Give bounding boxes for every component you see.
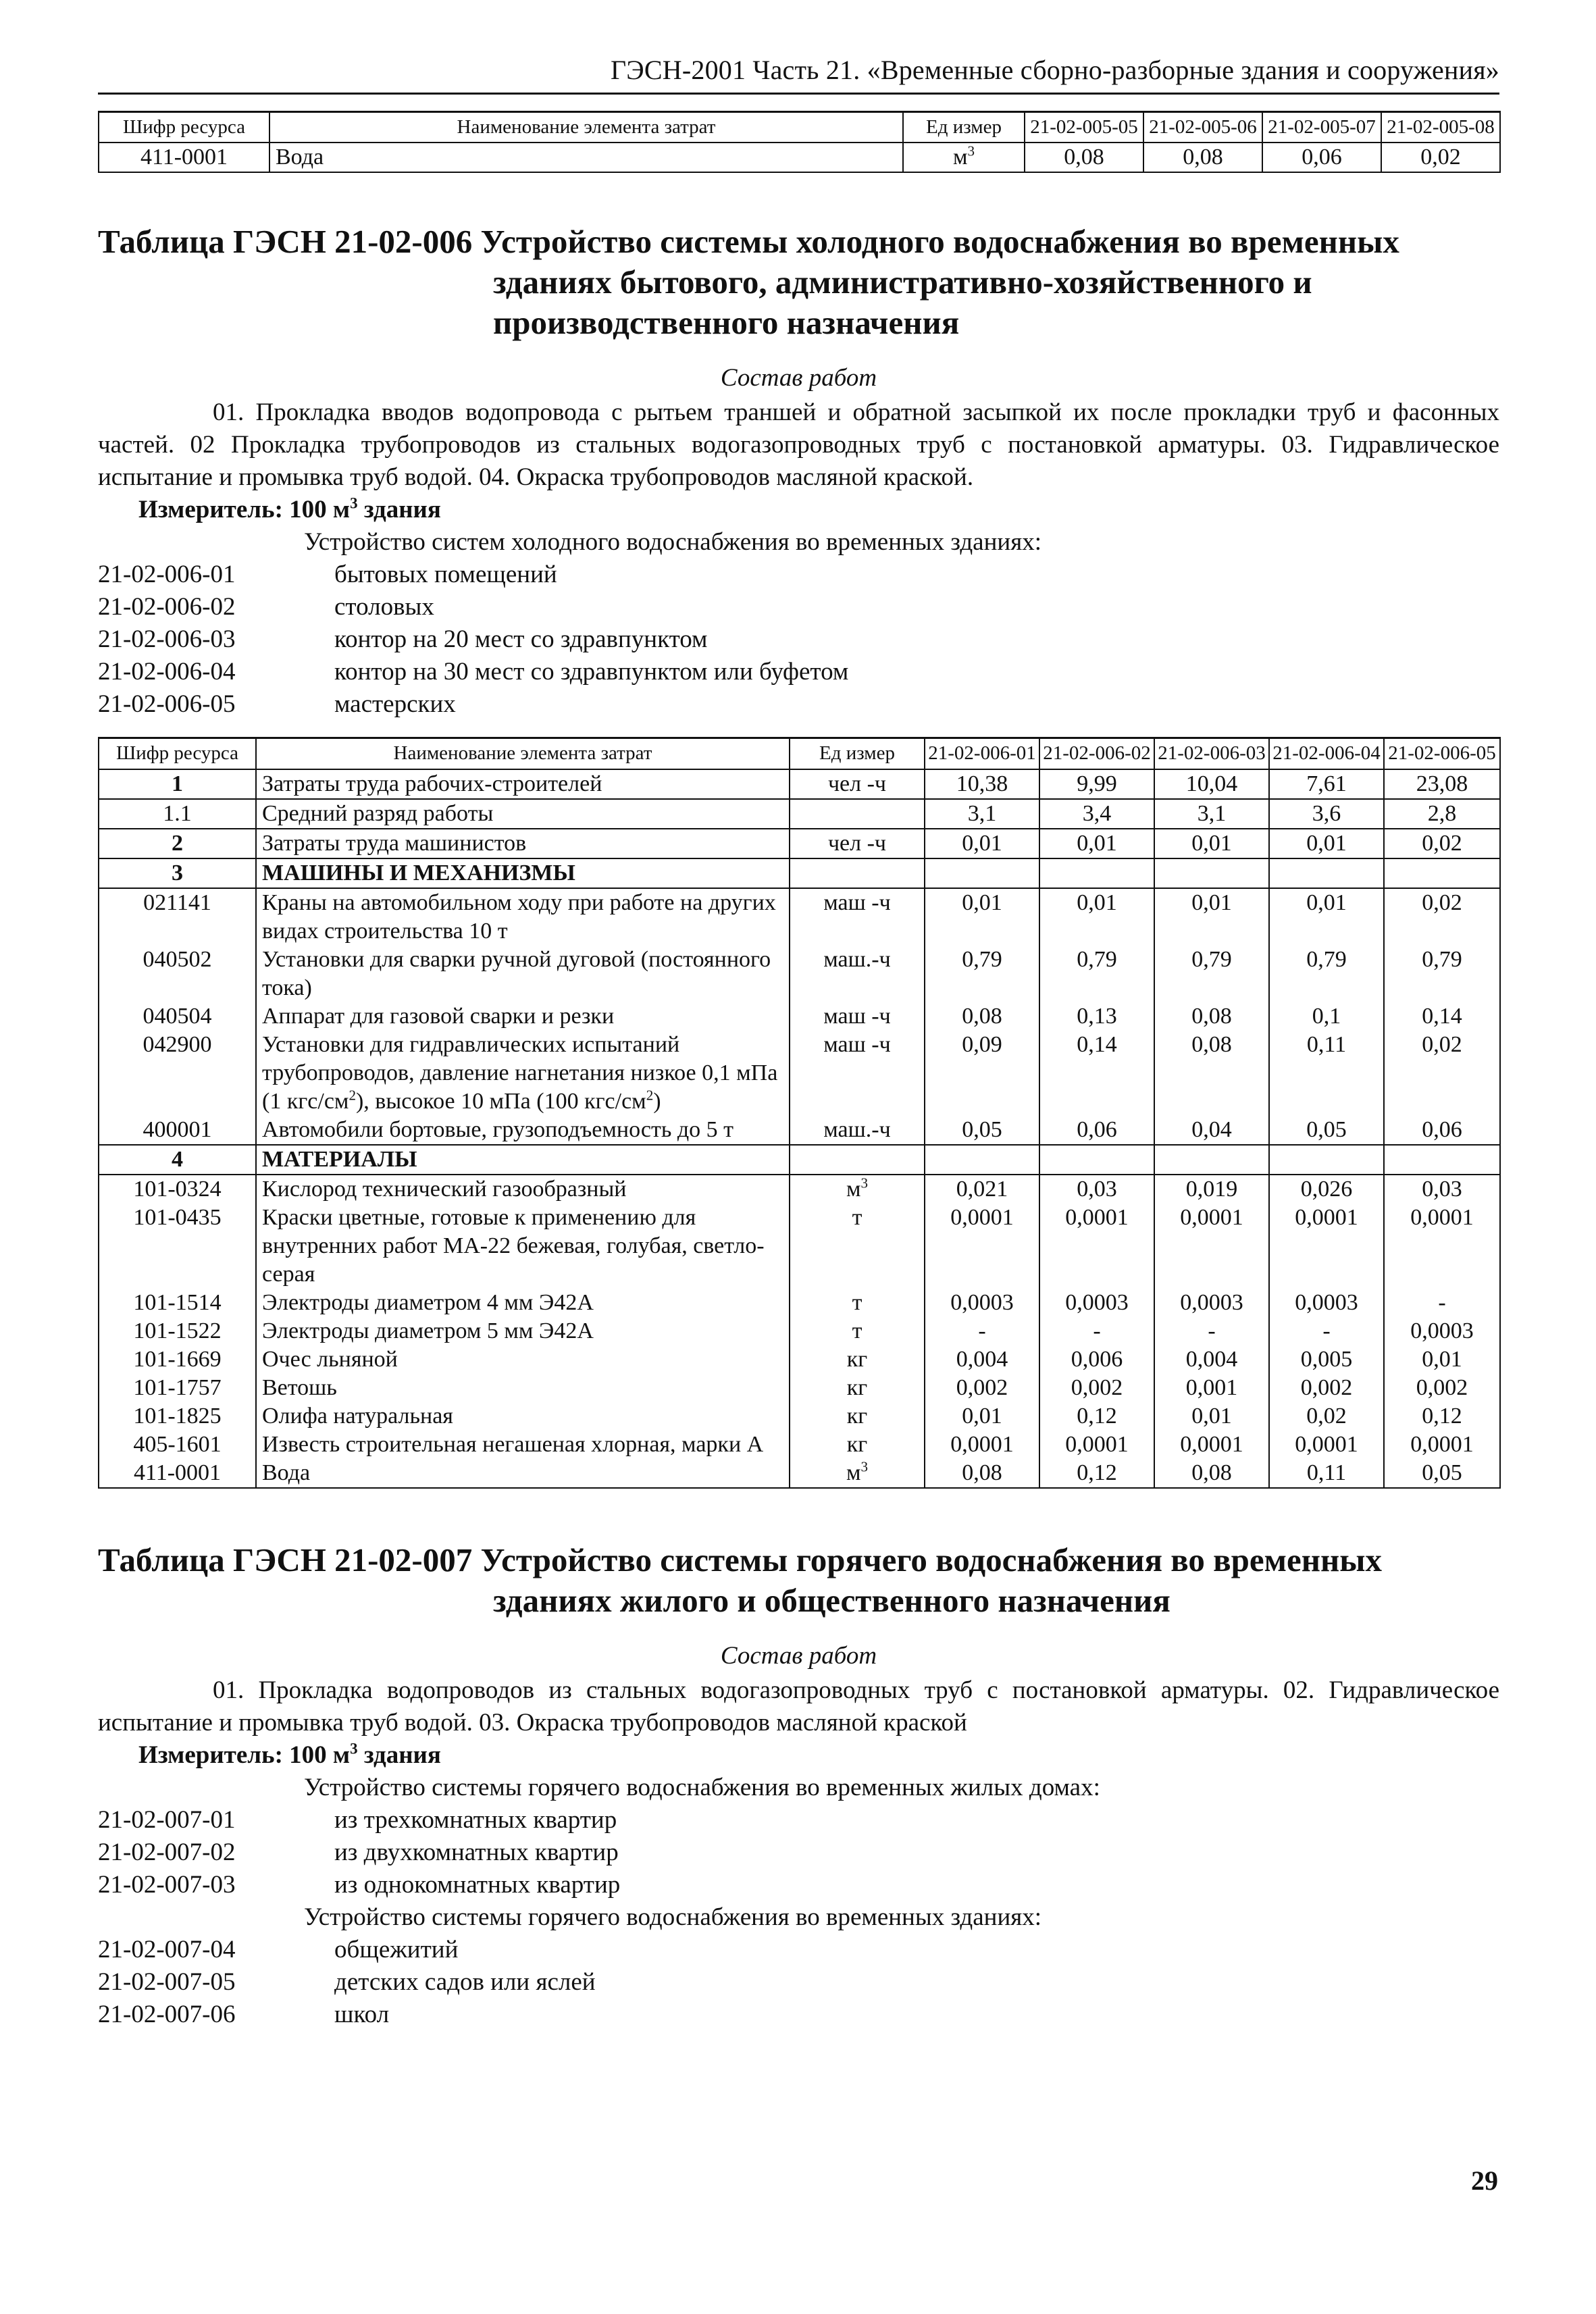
cell-unit: кг bbox=[790, 1345, 925, 1374]
cell-value: 0,08 bbox=[925, 1459, 1039, 1488]
item-desc: мастерских bbox=[334, 690, 456, 719]
cell-unit: маш -ч bbox=[790, 1002, 925, 1031]
item-code: 21-02-006-01 bbox=[98, 561, 236, 589]
cell-unit: $м^3$ bbox=[790, 1459, 925, 1488]
cell-code: 042900 bbox=[99, 1031, 256, 1116]
section-row bbox=[99, 1145, 1500, 1175]
cell-value: 0,019 bbox=[1154, 1175, 1269, 1204]
header-name: Наименование элемента затрат bbox=[256, 738, 790, 769]
cell-unit: чел -ч bbox=[790, 769, 925, 799]
cell-code: 405-1601 bbox=[99, 1431, 256, 1459]
cell-value: 0,002 bbox=[1269, 1374, 1384, 1402]
cell-value: 0,002 bbox=[1384, 1374, 1500, 1402]
item-code: 21-02-007-03 bbox=[98, 1870, 236, 1899]
section-006-measurer bbox=[138, 494, 1499, 526]
cell-value: 0,02 bbox=[1381, 143, 1500, 172]
cell-name: Очес льняной bbox=[256, 1345, 790, 1374]
cell-code: 1.1 bbox=[99, 799, 256, 829]
list-item bbox=[98, 1966, 1499, 1999]
cell-value: 0,01 bbox=[925, 888, 1039, 946]
cell-name: Затраты труда машинистов bbox=[256, 829, 790, 858]
cell-value: 0,0003 bbox=[1154, 1289, 1269, 1317]
cell-value: 0,79 bbox=[925, 946, 1039, 1002]
cell-value: 0,14 bbox=[1039, 1031, 1154, 1116]
cell-value: 3,1 bbox=[925, 799, 1039, 829]
cell-value: 0,08 bbox=[1025, 143, 1143, 172]
list-item bbox=[98, 1836, 1499, 1869]
cell-value: 0,0001 bbox=[1154, 1431, 1269, 1459]
table-row bbox=[99, 1374, 1500, 1402]
cell-code: 021141 bbox=[99, 888, 256, 946]
cell-value: 0,0003 bbox=[1269, 1289, 1384, 1317]
cell-value: 0,021 bbox=[925, 1175, 1039, 1204]
cell-name: Затраты труда рабочих-строителей bbox=[256, 769, 790, 799]
cell-value: 0,0001 bbox=[1269, 1204, 1384, 1289]
cell-code: 101-1522 bbox=[99, 1317, 256, 1345]
header-unit: Ед измер bbox=[790, 738, 925, 769]
cell-value: 0,03 bbox=[1384, 1175, 1500, 1204]
cell-name: Аппарат для газовой сварки и резки bbox=[256, 1002, 790, 1031]
cell-value: 0,11 bbox=[1269, 1459, 1384, 1488]
section-006-title: Таблица ГЭСН 21-02-006 Устройство системы холодного водоснабжения во временных зданиях бытового, административно-хозяйственного и производственного назначения bbox=[98, 223, 1399, 342]
cell-value: 0,14 bbox=[1384, 1002, 1500, 1031]
cell-code: 411-0001 bbox=[99, 143, 269, 172]
cell-unit: кг bbox=[790, 1374, 925, 1402]
item-code: 21-02-006-03 bbox=[98, 625, 236, 654]
header-code: Шифр ресурса bbox=[99, 112, 269, 143]
cell-value: 0,002 bbox=[1039, 1374, 1154, 1402]
cell-value: 10,04 bbox=[1154, 769, 1269, 799]
item-desc: контор на 30 мест со здравпунктом или буфетом bbox=[334, 658, 849, 686]
table-row bbox=[99, 946, 1500, 1002]
list-item bbox=[98, 1934, 1499, 1966]
header-column: 21-02-005-08 bbox=[1381, 112, 1500, 143]
item-desc: контор на 20 мест со здравпунктом bbox=[334, 625, 708, 654]
table-row bbox=[99, 1175, 1500, 1204]
header-code: Шифр ресурса bbox=[99, 738, 256, 769]
measurer-label: Измеритель: bbox=[138, 496, 283, 524]
cell-value: 0,79 bbox=[1039, 946, 1154, 1002]
cell-value: 7,61 bbox=[1269, 769, 1384, 799]
cell-unit: маш.-ч bbox=[790, 946, 925, 1002]
section-006-paragraph: 01. Прокладка вводов водопровода с рытьем траншей и обратной засыпкой их после прокладки труб и фасонных частей. 02 Прокладка трубопроводов из стальных водогазопроводных труб с постановкой арматуры. 03. Гидравлическое испытание и промывка труб водой. 04. Окраска трубопроводов масляной краской. bbox=[98, 398, 1499, 492]
measurer-label: Измеритель: bbox=[138, 1741, 283, 1769]
section-007-paragraph: 01. Прокладка водопроводов из стальных водогазопроводных труб с постановкой арматуры. 02. Гидравлическое испытание и промывка труб водой. 03. Окраска трубопроводов масляной краской bbox=[98, 1676, 1499, 1737]
cell-value: 0,11 bbox=[1269, 1031, 1384, 1116]
table-row bbox=[99, 799, 1500, 829]
cell-value: 0,01 bbox=[925, 829, 1039, 858]
header-column: 21-02-006-04 bbox=[1269, 738, 1384, 769]
cell-value: - bbox=[1154, 1317, 1269, 1345]
cell-name: Средний разряд работы bbox=[256, 799, 790, 829]
cell-code: 2 bbox=[99, 829, 256, 858]
cell-value bbox=[1039, 1145, 1154, 1175]
section-007-items-1 bbox=[98, 1804, 1499, 1901]
cell-value: 0,0001 bbox=[1384, 1204, 1500, 1289]
cell-value: 0,026 bbox=[1269, 1175, 1384, 1204]
list-item bbox=[98, 559, 1499, 591]
cell-name: МАШИНЫ И МЕХАНИЗМЫ bbox=[256, 858, 790, 888]
cell-code: 101-1825 bbox=[99, 1402, 256, 1431]
cell-value: 10,38 bbox=[925, 769, 1039, 799]
cell-value: 0,08 bbox=[1143, 143, 1262, 172]
table-row bbox=[99, 829, 1500, 858]
item-desc: общежитий bbox=[334, 1935, 459, 1963]
item-code: 21-02-007-02 bbox=[98, 1838, 236, 1866]
cell-code: 411-0001 bbox=[99, 1459, 256, 1488]
cell-value: 0,004 bbox=[925, 1345, 1039, 1374]
page-number: 29 bbox=[1471, 2165, 1498, 2196]
table-row bbox=[99, 769, 1500, 799]
cell-value: 0,02 bbox=[1269, 1402, 1384, 1431]
cell-value: 0,12 bbox=[1039, 1402, 1154, 1431]
cell-value: 0,01 bbox=[925, 1402, 1039, 1431]
item-desc: столовых bbox=[334, 593, 434, 621]
cell-value: 0,0001 bbox=[925, 1431, 1039, 1459]
cell-code: 4 bbox=[99, 1145, 256, 1175]
cell-code: 101-0435 bbox=[99, 1204, 256, 1289]
cell-value: 0,79 bbox=[1154, 946, 1269, 1002]
cell-value: 23,08 bbox=[1384, 769, 1500, 799]
list-item bbox=[98, 591, 1499, 623]
cell-value: 0,004 bbox=[1154, 1345, 1269, 1374]
cell-value bbox=[925, 858, 1039, 888]
cell-value: 0,12 bbox=[1039, 1459, 1154, 1488]
cell-value: 0,05 bbox=[925, 1116, 1039, 1145]
document-page bbox=[98, 54, 1499, 2031]
cell-value: 0,01 bbox=[1384, 1345, 1500, 1374]
cell-value: 0,03 bbox=[1039, 1175, 1154, 1204]
section-007-measurer bbox=[138, 1739, 1499, 1772]
cell-value: 0,06 bbox=[1384, 1116, 1500, 1145]
cell-value: 0,09 bbox=[925, 1031, 1039, 1116]
cell-value: 0,0003 bbox=[1039, 1289, 1154, 1317]
cell-value: - bbox=[1039, 1317, 1154, 1345]
table-row bbox=[99, 1317, 1500, 1345]
cell-name: Установки для гидравлических испытаний трубопроводов, давление нагнетания низкое 0,1 мПа (1 кгс/$см^2$), высокое 10 мПа (100 кгс/$см^2$) bbox=[256, 1031, 790, 1116]
cell-name: Известь строительная негашеная хлорная, марки А bbox=[256, 1431, 790, 1459]
section-007-subtitle: Состав работ bbox=[720, 1641, 877, 1670]
cell-name: Олифа натуральная bbox=[256, 1402, 790, 1431]
cell-value: 0,01 bbox=[1154, 1402, 1269, 1431]
cell-value: 0,005 bbox=[1269, 1345, 1384, 1374]
cell-value: 0,05 bbox=[1384, 1459, 1500, 1488]
cell-name: Краски цветные, готовые к применению для внутренних работ МА-22 бежевая, голубая, светло-серая bbox=[256, 1204, 790, 1289]
cell-value: 0,02 bbox=[1384, 1031, 1500, 1116]
cell-value: 0,0001 bbox=[1269, 1431, 1384, 1459]
item-code: 21-02-006-05 bbox=[98, 690, 236, 719]
cell-code: 101-1514 bbox=[99, 1289, 256, 1317]
cell-name: Ветошь bbox=[256, 1374, 790, 1402]
cell-unit: т bbox=[790, 1289, 925, 1317]
item-code: 21-02-007-01 bbox=[98, 1805, 236, 1834]
table-row bbox=[99, 888, 1500, 946]
header-column: 21-02-006-05 bbox=[1384, 738, 1500, 769]
item-code: 21-02-007-04 bbox=[98, 1935, 236, 1963]
cell-value: 0,79 bbox=[1384, 946, 1500, 1002]
table-row bbox=[99, 1431, 1500, 1459]
cell-code: 101-0324 bbox=[99, 1175, 256, 1204]
cell-value: 0,0001 bbox=[925, 1204, 1039, 1289]
cell-unit: т bbox=[790, 1204, 925, 1289]
header-column: 21-02-005-06 bbox=[1143, 112, 1262, 143]
table-row bbox=[99, 1289, 1500, 1317]
cell-value: 0,01 bbox=[1269, 829, 1384, 858]
cell-value: 0,79 bbox=[1269, 946, 1384, 1002]
cell-value: 0,01 bbox=[1154, 888, 1269, 946]
list-item bbox=[98, 656, 1499, 688]
cell-value: 3,4 bbox=[1039, 799, 1154, 829]
cell-name: Автомобили бортовые, грузоподъемность до 5 т bbox=[256, 1116, 790, 1145]
cell-name: Кислород технический газообразный bbox=[256, 1175, 790, 1204]
cell-value: 9,99 bbox=[1039, 769, 1154, 799]
cell-name: Электроды диаметром 5 мм Э42А bbox=[256, 1317, 790, 1345]
cell-value: 0,006 bbox=[1039, 1345, 1154, 1374]
cell-name: Вода bbox=[256, 1459, 790, 1488]
header-column: 21-02-006-02 bbox=[1039, 738, 1154, 769]
cell-code: 040504 bbox=[99, 1002, 256, 1031]
table-row bbox=[99, 1204, 1500, 1289]
item-code: 21-02-007-06 bbox=[98, 2000, 236, 2028]
running-header: ГЭСН-2001 Часть 21. «Временные сборно-разборные здания и сооружения» bbox=[98, 54, 1499, 95]
table-006-body bbox=[99, 769, 1500, 1488]
cell-value: 0,13 bbox=[1039, 1002, 1154, 1031]
cell-value bbox=[1039, 858, 1154, 888]
measurer-value: 100 $м^3$ здания bbox=[289, 495, 441, 524]
item-desc: бытовых помещений bbox=[334, 561, 557, 589]
cell-name: Установки для сварки ручной дуговой (постоянного тока) bbox=[256, 946, 790, 1002]
cell-unit bbox=[790, 858, 925, 888]
cell-value: 3,1 bbox=[1154, 799, 1269, 829]
cell-unit bbox=[790, 799, 925, 829]
item-desc: школ bbox=[334, 2000, 390, 2028]
table-row bbox=[99, 1116, 1500, 1145]
cell-unit: маш -ч bbox=[790, 888, 925, 946]
cell-value: 0,12 bbox=[1384, 1402, 1500, 1431]
cell-value bbox=[1154, 858, 1269, 888]
list-item bbox=[98, 623, 1499, 656]
list-item bbox=[98, 1869, 1499, 1901]
section-006-items bbox=[98, 559, 1499, 721]
cell-unit: т bbox=[790, 1317, 925, 1345]
cell-name: Вода bbox=[269, 143, 903, 172]
cell-unit: кг bbox=[790, 1431, 925, 1459]
list-item bbox=[98, 1999, 1499, 2031]
cell-code: 040502 bbox=[99, 946, 256, 1002]
measurer-value: 100 $м^3$ здания bbox=[289, 1740, 441, 1769]
cell-unit: чел -ч bbox=[790, 829, 925, 858]
table-row bbox=[99, 1402, 1500, 1431]
cell-unit: маш -ч bbox=[790, 1031, 925, 1116]
section-007-items-2 bbox=[98, 1934, 1499, 2031]
cell-value bbox=[1384, 858, 1500, 888]
table-row bbox=[99, 1345, 1500, 1374]
table-006 bbox=[98, 737, 1501, 1488]
cell-value: 3,6 bbox=[1269, 799, 1384, 829]
cell-value bbox=[1154, 1145, 1269, 1175]
cell-value: - bbox=[1384, 1289, 1500, 1317]
cell-unit: $м^3$ bbox=[790, 1175, 925, 1204]
cell-value: 0,01 bbox=[1269, 888, 1384, 946]
item-desc: детских садов или яслей bbox=[334, 1968, 596, 1996]
cell-value: - bbox=[1269, 1317, 1384, 1345]
table-row bbox=[99, 143, 1500, 172]
cell-value bbox=[925, 1145, 1039, 1175]
header-name: Наименование элемента затрат bbox=[269, 112, 903, 143]
table-row bbox=[99, 1002, 1500, 1031]
cell-value: 2,8 bbox=[1384, 799, 1500, 829]
cell-code: 3 bbox=[99, 858, 256, 888]
section-007-intro-2: Устройство системы горячего водоснабжения во временных зданиях: bbox=[304, 1903, 1042, 1931]
cell-unit: маш.-ч bbox=[790, 1116, 925, 1145]
cell-value: 0,06 bbox=[1262, 143, 1381, 172]
list-item bbox=[98, 688, 1499, 721]
cell-value: 0,08 bbox=[1154, 1031, 1269, 1116]
cell-value bbox=[1269, 858, 1384, 888]
cell-name: Краны на автомобильном ходу при работе на других видах строительства 10 т bbox=[256, 888, 790, 946]
cell-value: 0,01 bbox=[1039, 888, 1154, 946]
cell-value bbox=[1269, 1145, 1384, 1175]
cell-value: 0,001 bbox=[1154, 1374, 1269, 1402]
cell-value: 0,0001 bbox=[1154, 1204, 1269, 1289]
cell-value: 0,02 bbox=[1384, 888, 1500, 946]
cell-unit bbox=[790, 1145, 925, 1175]
cell-value: 0,01 bbox=[1154, 829, 1269, 858]
cell-value: 0,02 bbox=[1384, 829, 1500, 858]
cell-value: 0,08 bbox=[925, 1002, 1039, 1031]
cell-value: 0,06 bbox=[1039, 1116, 1154, 1145]
cell-code: 101-1669 bbox=[99, 1345, 256, 1374]
cell-value: - bbox=[925, 1317, 1039, 1345]
header-unit: Ед измер bbox=[903, 112, 1025, 143]
cell-name: МАТЕРИАЛЫ bbox=[256, 1145, 790, 1175]
list-item bbox=[98, 1804, 1499, 1836]
cell-value: 0,1 bbox=[1269, 1002, 1384, 1031]
cell-unit: $м^3$ bbox=[903, 143, 1025, 172]
header-column: 21-02-005-05 bbox=[1025, 112, 1143, 143]
cell-value: 0,08 bbox=[1154, 1002, 1269, 1031]
table-row bbox=[99, 1459, 1500, 1488]
item-code: 21-02-006-04 bbox=[98, 658, 236, 686]
cell-code: 400001 bbox=[99, 1116, 256, 1145]
cell-unit: кг bbox=[790, 1402, 925, 1431]
cell-value: 0,0001 bbox=[1384, 1431, 1500, 1459]
item-desc: из трехкомнатных квартир bbox=[334, 1805, 617, 1834]
cell-value: 0,05 bbox=[1269, 1116, 1384, 1145]
item-desc: из однокомнатных квартир bbox=[334, 1870, 621, 1899]
cell-value: 0,0001 bbox=[1039, 1431, 1154, 1459]
cell-value: 0,0003 bbox=[1384, 1317, 1500, 1345]
header-column: 21-02-006-03 bbox=[1154, 738, 1269, 769]
section-007-title: Таблица ГЭСН 21-02-007 Устройство системы горячего водоснабжения во временных зданиях жилого и общественного назначения bbox=[98, 1541, 1382, 1619]
cell-value bbox=[1384, 1145, 1500, 1175]
cell-value: 0,0003 bbox=[925, 1289, 1039, 1317]
item-code: 21-02-007-05 bbox=[98, 1968, 236, 1996]
cell-value: 0,002 bbox=[925, 1374, 1039, 1402]
section-006-subtitle: Состав работ bbox=[720, 364, 877, 392]
header-column: 21-02-005-07 bbox=[1262, 112, 1381, 143]
cell-value: 0,08 bbox=[1154, 1459, 1269, 1488]
item-desc: из двухкомнатных квартир bbox=[334, 1838, 619, 1866]
cell-value: 0,01 bbox=[1039, 829, 1154, 858]
cell-name: Электроды диаметром 4 мм Э42А bbox=[256, 1289, 790, 1317]
cell-value: 0,0001 bbox=[1039, 1204, 1154, 1289]
cell-code: 101-1757 bbox=[99, 1374, 256, 1402]
section-row bbox=[99, 858, 1500, 888]
header-column: 21-02-006-01 bbox=[925, 738, 1039, 769]
table-005 bbox=[98, 111, 1501, 173]
cell-code: 1 bbox=[99, 769, 256, 799]
section-007-intro-1: Устройство системы горячего водоснабжения во временных жилых домах: bbox=[304, 1773, 1100, 1801]
section-006-intro: Устройство систем холодного водоснабжения во временных зданиях: bbox=[304, 528, 1042, 557]
cell-value: 0,04 bbox=[1154, 1116, 1269, 1145]
table-row bbox=[99, 1031, 1500, 1116]
item-code: 21-02-006-02 bbox=[98, 593, 236, 621]
